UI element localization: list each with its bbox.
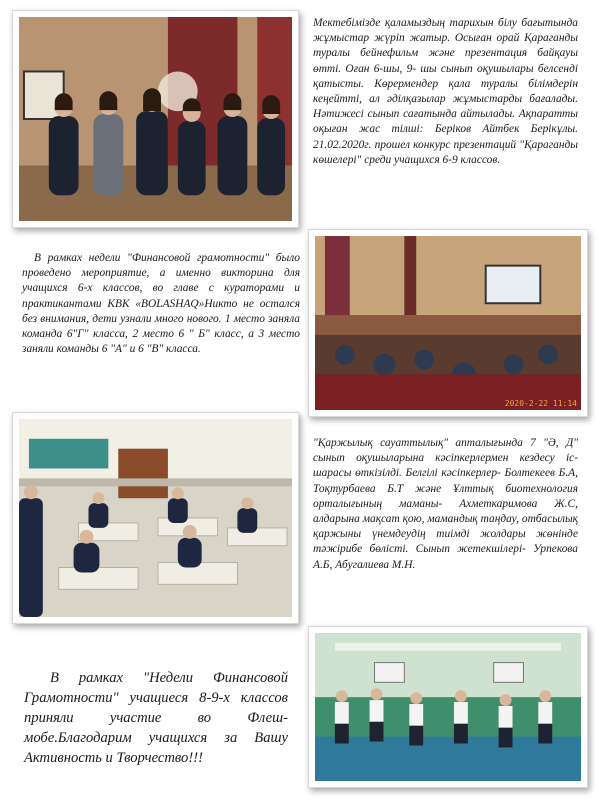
photo-classroom [12,412,299,624]
text-block-1 [313,16,578,168]
photo-flashmob-gym [308,626,588,788]
text-block-2-body: В рамках недели "Финансовой грамотности" было проведено мероприятие, а именно викторина для учащихся 6-х классов, во главе с кураторами и практикантами КВК «BOLASHAQ»Никто не остался без внимания, дети узнали много нового. 1 место заняла команда 6"Г" класса, 2 место 6 " Б" класс, а 3 место заняли команды 6 "А" и 6 "В" класса. [22,252,300,356]
text-block-2 [22,251,300,357]
text-block-4-body: В рамках "Недели Финансовой Грамотности" учащиеся 8-9-х классов приняли участие во Флеш-мобе.Благодарим учащихся за Вашу Активность и Творчество!!! [24,670,288,766]
text-block-3 [313,436,578,573]
text-block-3-body: "Қаржылық сауаттылық" апталығында 7 "Ә, Д" сынып оқушыларына кәсіпкерлермен кездесу іс-шарасы өткізілді. Белгілі кәсіпкерлер- Болтекеев Б.А, Тоқтурбаева Б.Т және Ұлттық биотехнология орталығының маманы- Ахметкаримова Ж.С, алдарына мақсат қою, мамандық таңдау, отбасылық қаржыны үнемдеудің тиімді жолдары жөнінде тәжірибе бөлісті. Сынып жетекшілері- Урпекова А.Б, Абугалиева М.Н. [313,437,578,571]
text-block-1-body: Мектебімізде қаламыздың тарихын білу бағытында жұмыстар жүріп жатыр. Осыған орай Қараганды туралы бейнефильм және презентация байқауы өтті. Оған 6-шы, 9- шы сынып оқушылары белсенді қатысты. Көрермендер қала туралы білімдерін кеңейтті, ал әділқазылар жұмыстарды бағалады. Нәтижесі сынып сағатында айтылады. Ақпаратты оқыған жас тілші: Беріков Айтбек Берікұлы. 21.02.2020г. прошел конкурс презентаций "Қараганды көшелері" среди учащихся 6-9 классов. [313,17,578,166]
photo-students-stage [12,10,299,228]
photo-quiz-hall [308,229,588,417]
photo-timestamp: 2020-2-22 11:14 [504,399,577,408]
text-block-4 [24,668,288,768]
